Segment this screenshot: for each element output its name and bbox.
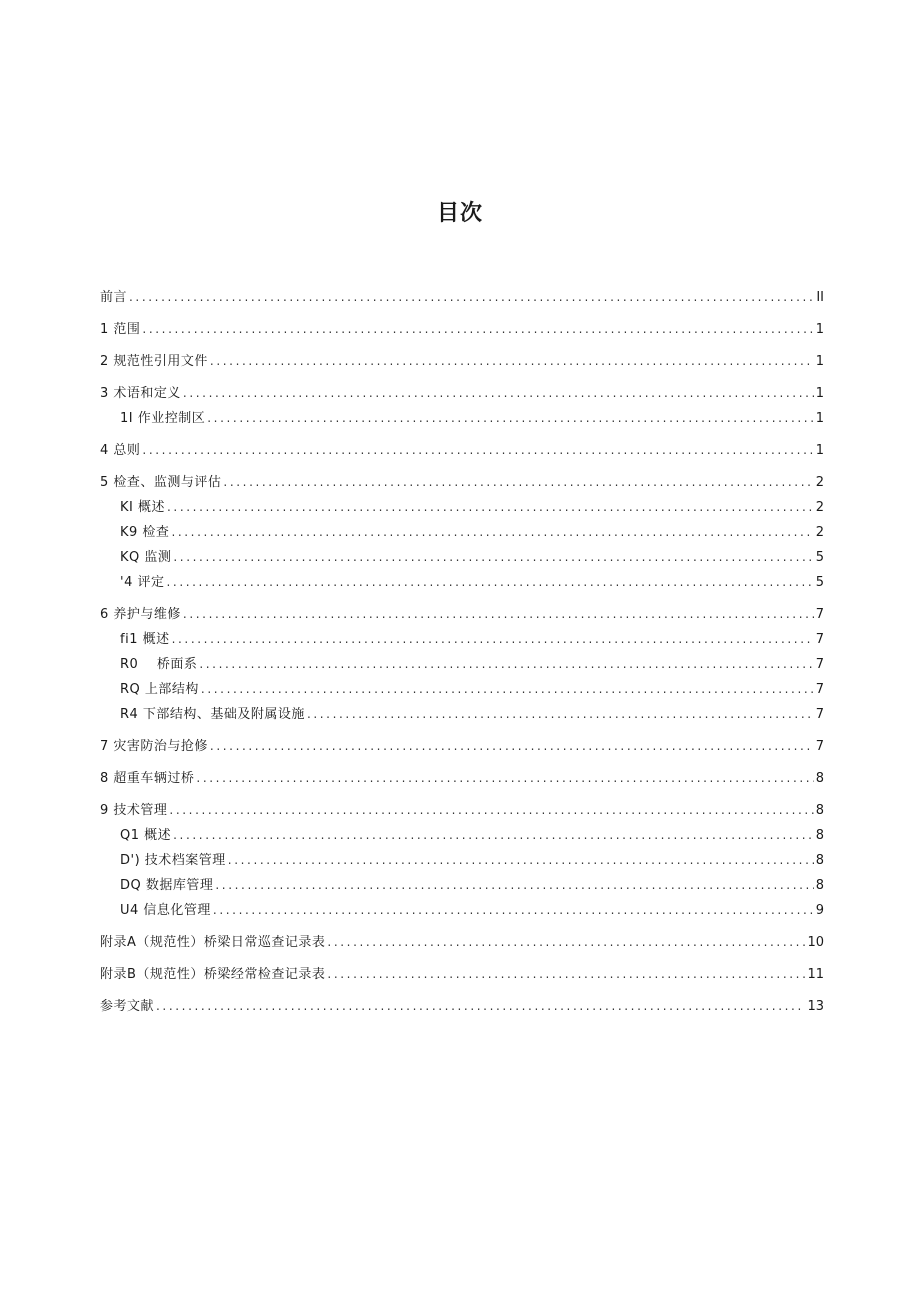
- toc-dot-leader: [201, 678, 814, 700]
- toc-page-number: 2: [815, 525, 824, 540]
- toc-entry[interactable]: [100, 350, 824, 372]
- toc-page-number: 8: [815, 878, 824, 893]
- toc-subentry[interactable]: [100, 571, 824, 593]
- toc-entry-label: Q1 概述: [120, 828, 172, 843]
- toc-entry-label: 2 规范性引用文件: [100, 354, 208, 369]
- toc-entry-label: 3 术语和定义: [100, 386, 181, 401]
- toc-entry-label: 4 总则: [100, 443, 141, 458]
- toc-entry[interactable]: [100, 799, 824, 821]
- toc-page-number: 8: [815, 803, 824, 818]
- toc-entry[interactable]: [100, 318, 824, 340]
- toc-entry-label: DQ 数据库管理: [120, 878, 214, 893]
- toc-page-number: 5: [815, 575, 824, 590]
- toc-dot-leader: [327, 963, 805, 985]
- toc-entry-label: 1I 作业控制区: [120, 411, 206, 426]
- toc-page-number: 7: [815, 657, 824, 672]
- page-title: 目次: [436, 201, 483, 226]
- toc-entry-label: 参考文献: [100, 999, 155, 1014]
- toc-entry[interactable]: [100, 471, 824, 493]
- toc-entry[interactable]: [100, 963, 824, 985]
- toc-entry-label: fi1 概述: [120, 632, 170, 647]
- toc-page-number: 13: [807, 999, 824, 1014]
- toc-subentry[interactable]: [100, 899, 824, 921]
- toc-subentry[interactable]: [100, 653, 824, 675]
- toc-page-number: 11: [807, 967, 824, 982]
- toc-dot-leader: [169, 799, 813, 821]
- toc-entry-label: 7 灾害防治与抢修: [100, 739, 208, 754]
- toc-entry-label: 1 范围: [100, 322, 141, 337]
- toc-subentry[interactable]: [100, 849, 824, 871]
- toc-page-number: 5: [815, 550, 824, 565]
- toc-dot-leader: [166, 571, 813, 593]
- toc-subentry[interactable]: [100, 628, 824, 650]
- toc-dot-leader: [167, 496, 814, 518]
- toc-dot-leader: [183, 382, 814, 404]
- toc-entry[interactable]: [100, 931, 824, 953]
- toc-page-number: 1: [815, 386, 824, 401]
- toc-dot-leader: [173, 824, 814, 846]
- toc-page-number: 7: [815, 682, 824, 697]
- toc-entry-label: R4 下部结构、基础及附属设施: [120, 707, 305, 722]
- toc-entry-label: U4 信息化管理: [120, 903, 211, 918]
- toc-subentry[interactable]: [100, 678, 824, 700]
- toc-entry-label: 5 检查、监测与评估: [100, 475, 222, 490]
- toc-dot-leader: [223, 471, 813, 493]
- toc-dot-leader: [199, 653, 813, 675]
- toc-subentry[interactable]: [100, 546, 824, 568]
- toc-page-number: 9: [815, 903, 824, 918]
- toc-dot-leader: [210, 735, 814, 757]
- toc-dot-leader: [156, 995, 805, 1017]
- toc-dot-leader: [129, 286, 814, 308]
- toc-entry-label: 附录B（规范性）桥梁经常检查记录表: [100, 967, 326, 982]
- toc-page-number: 8: [815, 828, 824, 843]
- toc-entry-label: K9 检查: [120, 525, 170, 540]
- toc-dot-leader: [228, 849, 814, 871]
- toc-entry[interactable]: [100, 995, 824, 1017]
- toc-subentry[interactable]: [100, 703, 824, 725]
- toc-entry-label: KI 概述: [120, 500, 165, 515]
- toc-subentry[interactable]: [100, 496, 824, 518]
- toc-page-number: 7: [815, 632, 824, 647]
- toc-dot-leader: [142, 318, 813, 340]
- toc-subentry[interactable]: [100, 521, 824, 543]
- toc-page-number: II: [816, 290, 824, 305]
- toc-dot-leader: [210, 350, 814, 372]
- toc-dot-leader: [196, 767, 813, 789]
- toc-page-number: 8: [815, 771, 824, 786]
- toc-page-number: 2: [815, 500, 824, 515]
- toc-page-number: 7: [815, 739, 824, 754]
- toc-page-number: 8: [815, 853, 824, 868]
- toc-entry[interactable]: [100, 439, 824, 461]
- toc-dot-leader: [173, 546, 813, 568]
- toc-entry-label: RQ 上部结构: [120, 682, 199, 697]
- toc-dot-leader: [207, 407, 813, 429]
- toc-subentry[interactable]: [100, 824, 824, 846]
- toc-entry-label: 附录A（规范性）桥梁日常巡查记录表: [100, 935, 326, 950]
- toc-entry[interactable]: [100, 767, 824, 789]
- toc-entry-label: D') 技术档案管理: [120, 853, 226, 868]
- toc-entry[interactable]: [100, 735, 824, 757]
- toc-page-number: 7: [815, 607, 824, 622]
- table-of-contents: [100, 286, 824, 1017]
- toc-dot-leader: [213, 899, 814, 921]
- toc-dot-leader: [142, 439, 813, 461]
- toc-subentry[interactable]: [100, 407, 824, 429]
- toc-page-number: 7: [815, 707, 824, 722]
- toc-dot-leader: [171, 521, 813, 543]
- toc-entry-label: KQ 监测: [120, 550, 172, 565]
- toc-page-number: 10: [807, 935, 824, 950]
- toc-entry[interactable]: [100, 603, 824, 625]
- toc-entry[interactable]: [100, 286, 824, 308]
- toc-entry[interactable]: [100, 382, 824, 404]
- toc-entry-label: 6 养护与维修: [100, 607, 181, 622]
- toc-entry-label: '4 评定: [120, 575, 165, 590]
- toc-page-number: 1: [815, 354, 824, 369]
- toc-entry-label: R0 桥面系: [120, 657, 198, 672]
- toc-entry-label: 前言: [100, 290, 128, 305]
- toc-page-number: 2: [815, 475, 824, 490]
- toc-page-number: 1: [815, 443, 824, 458]
- toc-dot-leader: [172, 628, 814, 650]
- toc-page-number: 1: [815, 322, 824, 337]
- toc-page-number: 1: [815, 411, 824, 426]
- toc-dot-leader: [215, 874, 813, 896]
- toc-dot-leader: [183, 603, 814, 625]
- toc-entry-label: 8 超重车辆过桥: [100, 771, 195, 786]
- toc-entry-label: 9 技术管理: [100, 803, 168, 818]
- toc-dot-leader: [307, 703, 814, 725]
- toc-subentry[interactable]: [100, 874, 824, 896]
- toc-dot-leader: [327, 931, 805, 953]
